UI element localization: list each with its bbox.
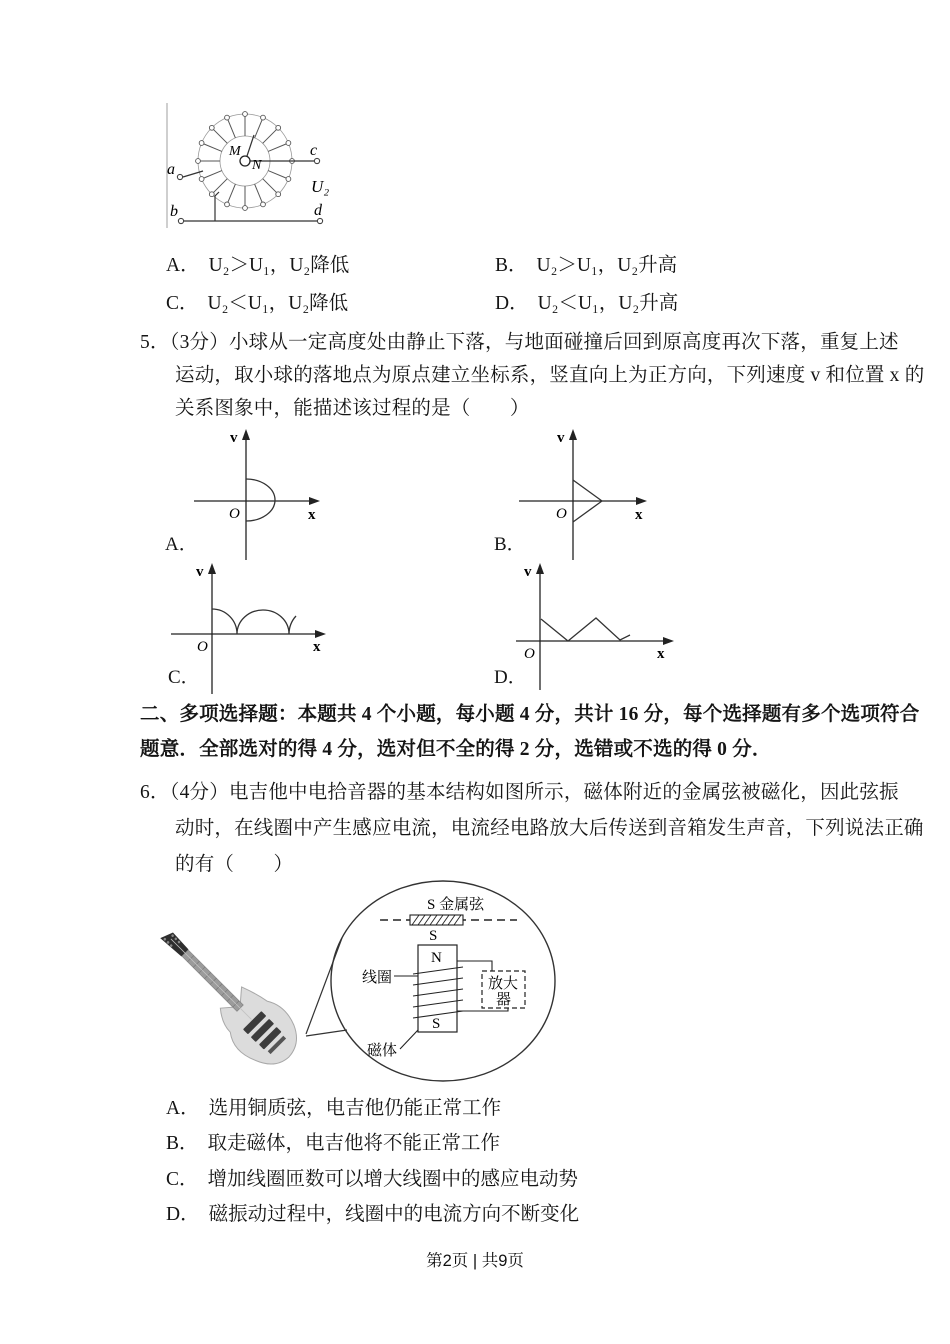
option-letter: A． bbox=[166, 1098, 200, 1119]
q4-option-a bbox=[166, 249, 349, 277]
option-letter: B． bbox=[495, 255, 528, 276]
origin-label: O bbox=[197, 639, 208, 655]
x-axis-label: x bbox=[313, 639, 321, 655]
origin-label: O bbox=[229, 506, 240, 522]
q5-line-2: 运动，取小球的落地点为原点建立坐标系，竖直向上为正方向，下列速度 v 和位置 x 的 bbox=[175, 365, 925, 386]
graph-b-letter: B． bbox=[494, 534, 526, 555]
terminal-d-label: d bbox=[314, 202, 322, 219]
q4-option-c bbox=[166, 287, 348, 315]
transformer-figure bbox=[155, 95, 345, 235]
q4-option-b bbox=[495, 249, 677, 277]
string-label: S 金属弦 bbox=[427, 897, 485, 913]
magnet-north-label: N bbox=[431, 950, 442, 966]
q6-option-b bbox=[166, 1127, 500, 1155]
section2-line-1: 二、多项选择题：本题共 4 个小题，每小题 4 分，共计 16 分，每个选择题有多个选项符合 bbox=[140, 704, 920, 725]
amplifier-label-line1: 放大 bbox=[488, 976, 519, 992]
q5-graph-d bbox=[510, 558, 680, 698]
option-letter: C． bbox=[166, 293, 199, 314]
point-m-label: M bbox=[229, 144, 241, 159]
graph-a-letter: A． bbox=[165, 534, 198, 555]
option-text: U₂＜U₁，U₂降低 bbox=[207, 293, 349, 314]
option-text: 选用铜质弦，电吉他仍能正常工作 bbox=[208, 1098, 502, 1119]
option-text: 取走磁体，电吉他将不能正常工作 bbox=[207, 1133, 501, 1154]
x-axis-arrow bbox=[315, 630, 326, 638]
point-n-label: N bbox=[252, 158, 262, 173]
u2-label: U₂ bbox=[311, 177, 330, 196]
q5-graph-b bbox=[505, 422, 655, 562]
x-axis-label: x bbox=[635, 507, 643, 523]
magnet-leader-line bbox=[400, 1030, 418, 1049]
magnet-label: 磁体 bbox=[367, 1043, 398, 1059]
origin-label: O bbox=[524, 646, 535, 662]
v-axis-arrow bbox=[569, 429, 577, 440]
option-text: 增加线圈匝数可以增大线圈中的感应电动势 bbox=[207, 1169, 579, 1190]
x-axis-arrow bbox=[636, 497, 647, 505]
electric-guitar bbox=[160, 912, 310, 1078]
q6-line-1: 6．（4分）电吉他中电拾音器的基本结构如图所示，磁体附近的金属弦被磁化，因此弦振 bbox=[140, 782, 899, 803]
v-axis-arrow bbox=[208, 563, 216, 574]
guitar-pickup-figure bbox=[160, 878, 590, 1090]
option-letter: B． bbox=[166, 1133, 199, 1154]
v-axis-label: v bbox=[557, 430, 565, 446]
option-letter: D． bbox=[495, 293, 529, 314]
x-axis-arrow bbox=[309, 497, 320, 505]
q6-option-c bbox=[166, 1163, 578, 1191]
option-letter: A． bbox=[166, 255, 200, 276]
option-text: U₂＞U₁，U₂升高 bbox=[536, 255, 678, 276]
terminal-b-label: b bbox=[170, 203, 178, 220]
q5-line-1: 5．（3分）小球从一定高度处由静止下落，与地面碰撞后回到原高度再次下落，重复上述 bbox=[140, 332, 899, 353]
graph-d-letter: D． bbox=[494, 667, 527, 688]
section2-line-2: 题意．全部选对的得 4 分，选对但不全的得 2 分，选错或不选的得 0 分． bbox=[140, 739, 772, 760]
curve-arcs bbox=[212, 609, 296, 634]
q6-option-d bbox=[166, 1198, 579, 1226]
option-text: U₂＜U₁，U₂升高 bbox=[537, 293, 679, 314]
q6-line-2: 动时，在线圈中产生感应电流，电流经电路放大后传送到音箱发生声音，下列说法正确 bbox=[175, 818, 924, 839]
axes bbox=[519, 436, 640, 560]
guitar-strings bbox=[171, 939, 252, 1020]
x-axis-label: x bbox=[657, 646, 665, 662]
option-text: 磁振动过程中，线圈中的电流方向不断变化 bbox=[208, 1204, 580, 1225]
v-axis-arrow bbox=[242, 429, 250, 440]
x-axis-arrow bbox=[663, 637, 674, 645]
x-axis-label: x bbox=[308, 507, 316, 523]
wiper-arm bbox=[247, 135, 254, 156]
magnet-south-label: S bbox=[432, 1016, 441, 1032]
wiper-contact bbox=[240, 156, 250, 166]
origin-label: O bbox=[556, 506, 567, 522]
string-south-pole-label: S bbox=[429, 928, 438, 944]
amplifier-label-line2: 器 bbox=[496, 992, 512, 1008]
q5-line-3: 关系图象中，能描述该过程的是（ ） bbox=[175, 398, 530, 419]
v-axis-label: v bbox=[196, 564, 204, 580]
graph-c-letter: C． bbox=[168, 667, 200, 688]
q4-option-d bbox=[495, 287, 678, 315]
q5-graph-a bbox=[180, 422, 330, 562]
page-footer: 第2页 | 共9页 bbox=[426, 1252, 524, 1270]
terminals bbox=[177, 158, 322, 223]
option-letter: C． bbox=[166, 1169, 199, 1190]
terminal-a-label: a bbox=[167, 161, 175, 178]
curve-half-ellipse bbox=[246, 479, 275, 521]
option-text: U₂＞U₁，U₂降低 bbox=[208, 255, 350, 276]
terminal-c-label: c bbox=[310, 142, 318, 159]
magnetized-string-segment bbox=[410, 915, 463, 925]
option-letter: D． bbox=[166, 1204, 200, 1225]
q6-line-3: 的有（ ） bbox=[175, 854, 294, 875]
coil-label: 线圈 bbox=[362, 970, 393, 986]
axes bbox=[516, 570, 667, 690]
q6-option-a bbox=[166, 1092, 501, 1120]
axes bbox=[194, 436, 313, 560]
curve-zigzag bbox=[541, 618, 630, 641]
v-axis-label: v bbox=[230, 430, 238, 446]
v-axis-arrow bbox=[536, 563, 544, 574]
v-axis-label: v bbox=[524, 564, 532, 580]
